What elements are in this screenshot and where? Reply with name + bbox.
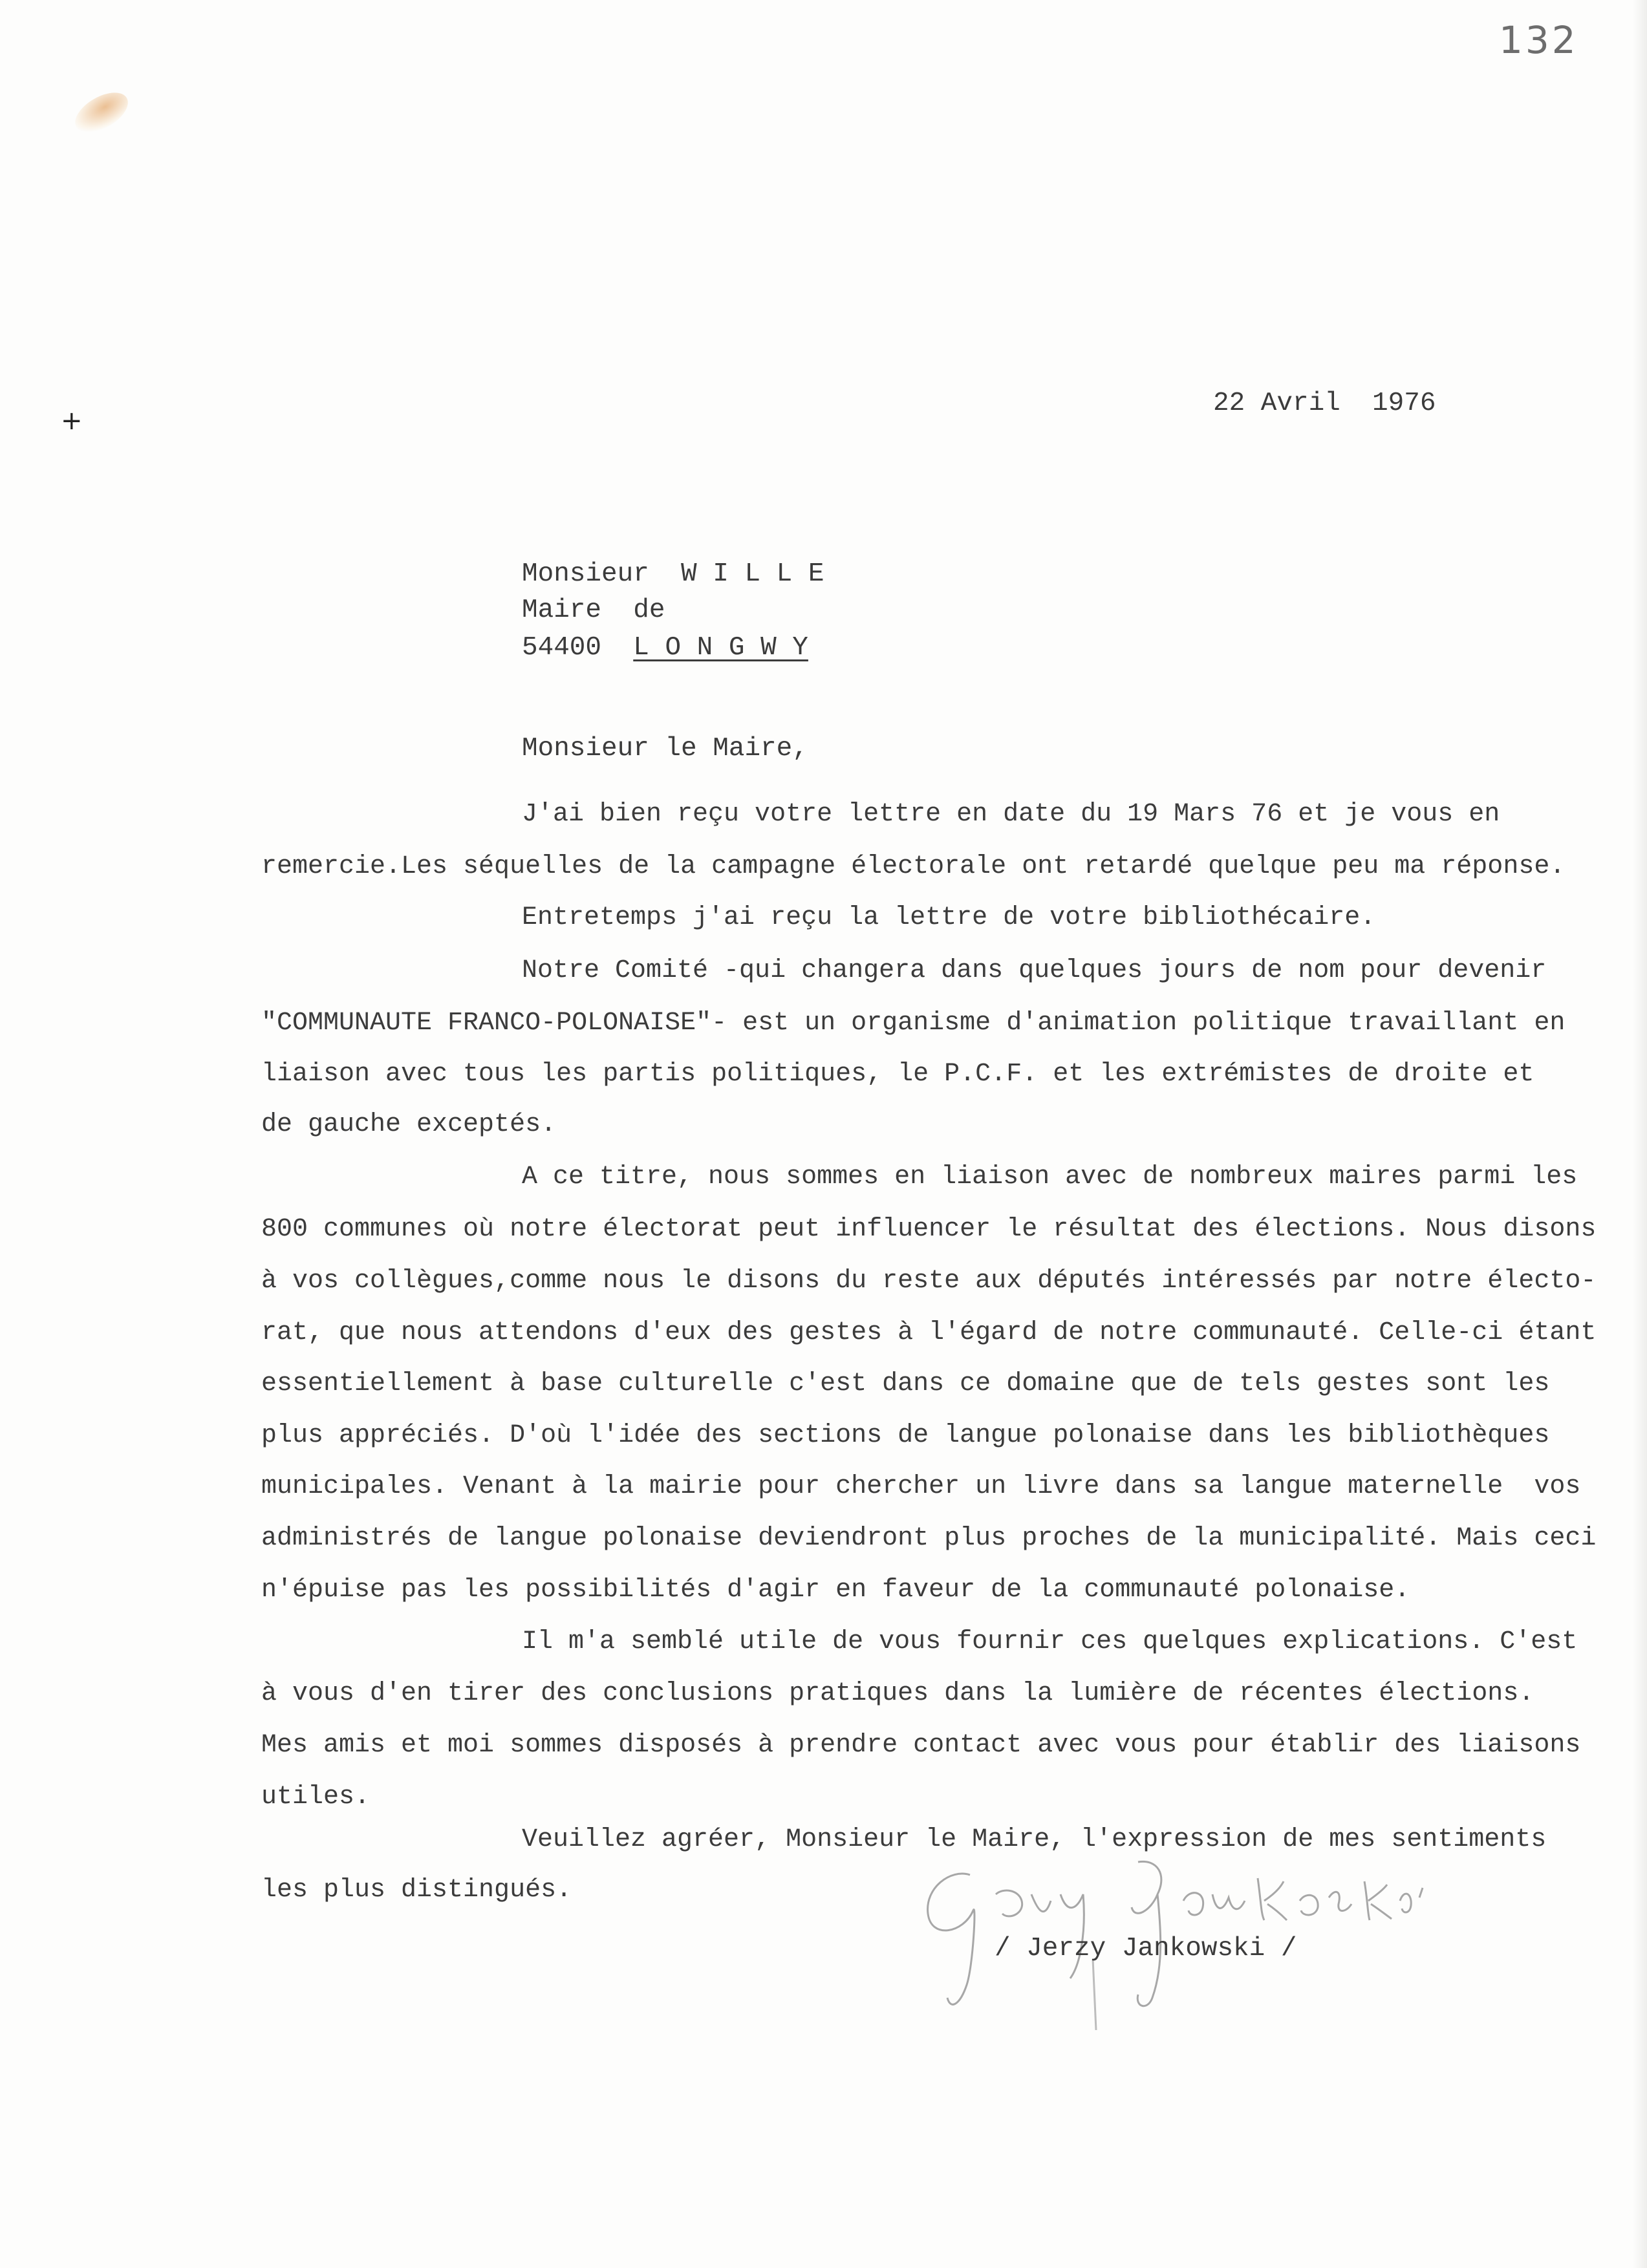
body-line: administrés de langue polonaise deviendront plus proches de la municipalité. Mais ceci xyxy=(261,1524,1597,1553)
body-line: plus appréciés. D'où l'idée des sections de langue polonaise dans les bibliothèques xyxy=(261,1421,1550,1450)
body-line: de gauche exceptés. xyxy=(261,1110,557,1139)
body-line: à vos collègues,comme nous le disons du reste aux députés intéressés par notre électo- xyxy=(261,1267,1597,1296)
plus-mark: + xyxy=(61,406,83,436)
body-line: essentiellement à base culturelle c'est dans ce domaine que de tels gestes sont les xyxy=(261,1369,1550,1398)
letter-date: 22 Avril 1976 xyxy=(1213,389,1436,418)
body-line: rat, que nous attendons d'eux des gestes à l'égard de notre communauté. Celle-ci étant xyxy=(261,1318,1597,1347)
body-line: Entretemps j'ai reçu la lettre de votre bibliothécaire. xyxy=(522,903,1376,932)
page-number: 132 xyxy=(1499,18,1578,62)
body-line: liaison avec tous les partis politiques, le P.C.F. et les extrémistes de droite et xyxy=(261,1060,1534,1089)
body-line: A ce titre, nous sommes en liaison avec de nombreux maires parmi les xyxy=(522,1162,1578,1192)
body-line: n'épuise pas les possibilités d'agir en faveur de la communauté polonaise. xyxy=(261,1576,1410,1605)
recipient-city: L O N G W Y xyxy=(633,633,808,663)
recipient-line-1: Monsieur W I L L E xyxy=(522,559,824,589)
body-line: remercie.Les séquelles de la campagne électorale ont retardé quelque peu ma réponse. xyxy=(261,852,1566,881)
body-line: utiles. xyxy=(261,1782,371,1812)
recipient-line-2: Maire de xyxy=(522,595,665,625)
body-line: les plus distingués. xyxy=(261,1876,572,1905)
recipient-postcode: 54400 xyxy=(522,633,602,663)
body-line: J'ai bien reçu votre lettre en date du 19 Mars 76 et je vous en xyxy=(522,800,1500,829)
body-line: Veuillez agréer, Monsieur le Maire, l'expression de mes sentiments xyxy=(522,1825,1547,1854)
recipient-address xyxy=(522,635,808,661)
salutation: Monsieur le Maire, xyxy=(522,734,808,764)
signature-name: / Jerzy Jankowski / xyxy=(995,1934,1297,1963)
body-line: 800 communes où notre électorat peut influencer le résultat des élections. Nous disons xyxy=(261,1215,1597,1244)
body-line: municipales. Venant à la mairie pour chercher un livre dans sa langue maternelle vos xyxy=(261,1472,1581,1501)
body-line: Notre Comité -qui changera dans quelques jours de nom pour devenir xyxy=(522,956,1547,985)
body-line: Mes amis et moi sommes disposés à prendre contact avec vous pour établir des liaisons xyxy=(261,1731,1581,1760)
body-line: à vous d'en tirer des conclusions pratiques dans la lumière de récentes élections. xyxy=(261,1679,1534,1708)
body-line: "COMMUNAUTE FRANCO-POLONAISE"- est un organisme d'animation politique travaillant en xyxy=(261,1009,1566,1038)
body-line: Il m'a semblé utile de vous fournir ces quelques explications. C'est xyxy=(522,1627,1578,1656)
page-edge-shadow xyxy=(1633,0,1647,2268)
